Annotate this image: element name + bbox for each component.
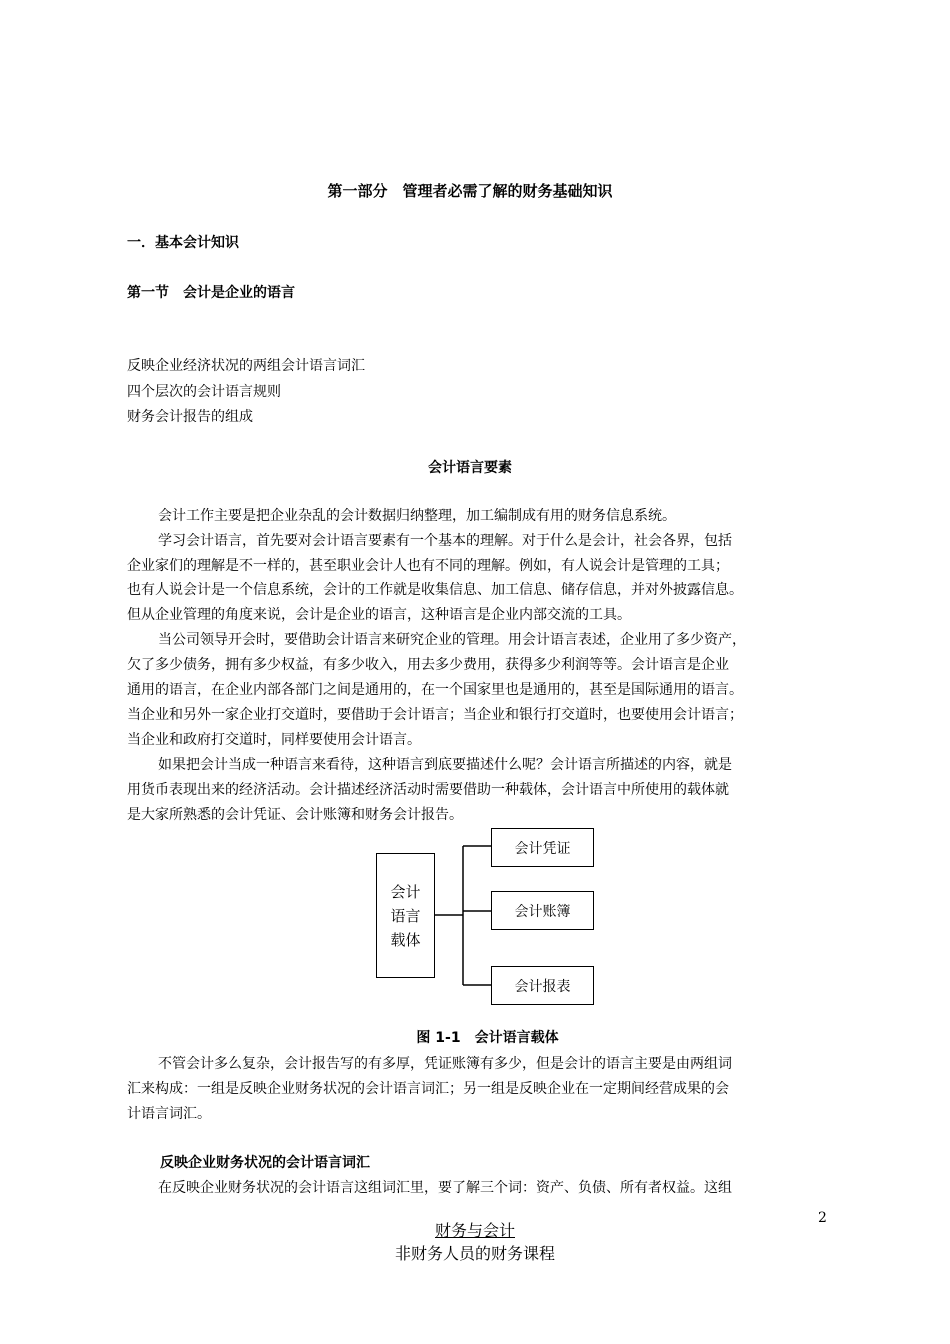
paragraph-line: 通用的语言，在企业内部各部门之间是通用的，在一个国家里也是通用的，甚至是国际通用的语言。 [127,682,743,698]
topic-item: 四个层次的会计语言规则 [127,384,281,400]
subheading: 反映企业财务状况的会计语言词汇 [160,1155,370,1171]
figure-caption: 图 1-1 会计语言载体 [416,1030,559,1046]
paragraph-line: 当公司领导开会时，要借助会计语言来研究企业的管理。用会计语言表述，企业用了多少资产， [158,632,746,648]
footer-title: 财务与会计 [434,1221,515,1240]
page-number: 2 [818,1210,827,1226]
topic-item: 反映企业经济状况的两组会计语言词汇 [127,358,365,374]
diagram-root-line: 语言 [390,906,421,925]
diagram-root-line: 载体 [390,930,421,949]
paragraph-line: 用货币表现出来的经济活动。会计描述经济活动时需要借助一种载体，会计语言中所使用的载体就 [127,782,729,798]
paragraph-line: 但从企业管理的角度来说，会计是企业的语言，这种语言是企业内部交流的工具。 [127,607,631,623]
paragraph-line: 也有人说会计是一个信息系统，会计的工作就是收集信息、加工信息、储存信息，并对外披露信息。 [127,582,743,598]
paragraph-line: 当企业和政府打交道时，同样要使用会计语言。 [127,732,421,748]
paragraph-line: 计语言词汇。 [127,1106,211,1122]
diagram-child-box: 会计账簿 [491,891,594,930]
paragraph-line: 是大家所熟悉的会计凭证、会计账簿和财务会计报告。 [127,807,463,823]
diagram-connectors [430,838,500,998]
diagram-root-line: 会计 [390,882,421,901]
footer-subtitle: 非财务人员的财务课程 [394,1244,555,1263]
paragraph-line: 汇来构成：一组是反映企业财务状况的会计语言词汇；另一组是反映企业在一定期间经营成果的会 [127,1081,729,1097]
paragraph-line: 在反映企业财务状况的会计语言这组词汇里，要了解三个词：资产、负债、所有者权益。这组 [158,1180,732,1196]
paragraph-line: 学习会计语言，首先要对会计语言要素有一个基本的理解。对于什么是会计，社会各界，包括 [158,533,732,549]
paragraph-line: 当企业和另外一家企业打交道时，要借助于会计语言；当企业和银行打交道时，也要使用会计语言； [127,707,743,723]
subsection-title: 会计语言要素 [428,460,512,476]
paragraph-line: 如果把会计当成一种语言来看待，这种语言到底要描述什么呢？会计语言所描述的内容，就是 [158,757,732,773]
paragraph-line: 会计工作主要是把企业杂乱的会计数据归纳整理，加工编制成有用的财务信息系统。 [158,508,676,524]
diagram-root-box [376,853,435,978]
chapter-title: 一．基本会计知识 [127,235,239,251]
section-title: 第一节 会计是企业的语言 [127,285,295,301]
diagram-child-box: 会计凭证 [491,828,594,867]
diagram-child-box: 会计报表 [491,966,594,1005]
part-title: 第一部分 管理者必需了解的财务基础知识 [327,182,613,200]
topic-item: 财务会计报告的组成 [127,409,253,425]
paragraph-line: 不管会计多么复杂，会计报告写的有多厚，凭证账簿有多少，但是会计的语言主要是由两组词 [158,1056,732,1072]
paragraph-line: 企业家们的理解是不一样的，甚至职业会计人也有不同的理解。例如，有人说会计是管理的工具； [127,558,729,574]
paragraph-line: 欠了多少债务，拥有多少权益，有多少收入，用去多少费用，获得多少利润等等。会计语言是企业 [127,657,729,673]
